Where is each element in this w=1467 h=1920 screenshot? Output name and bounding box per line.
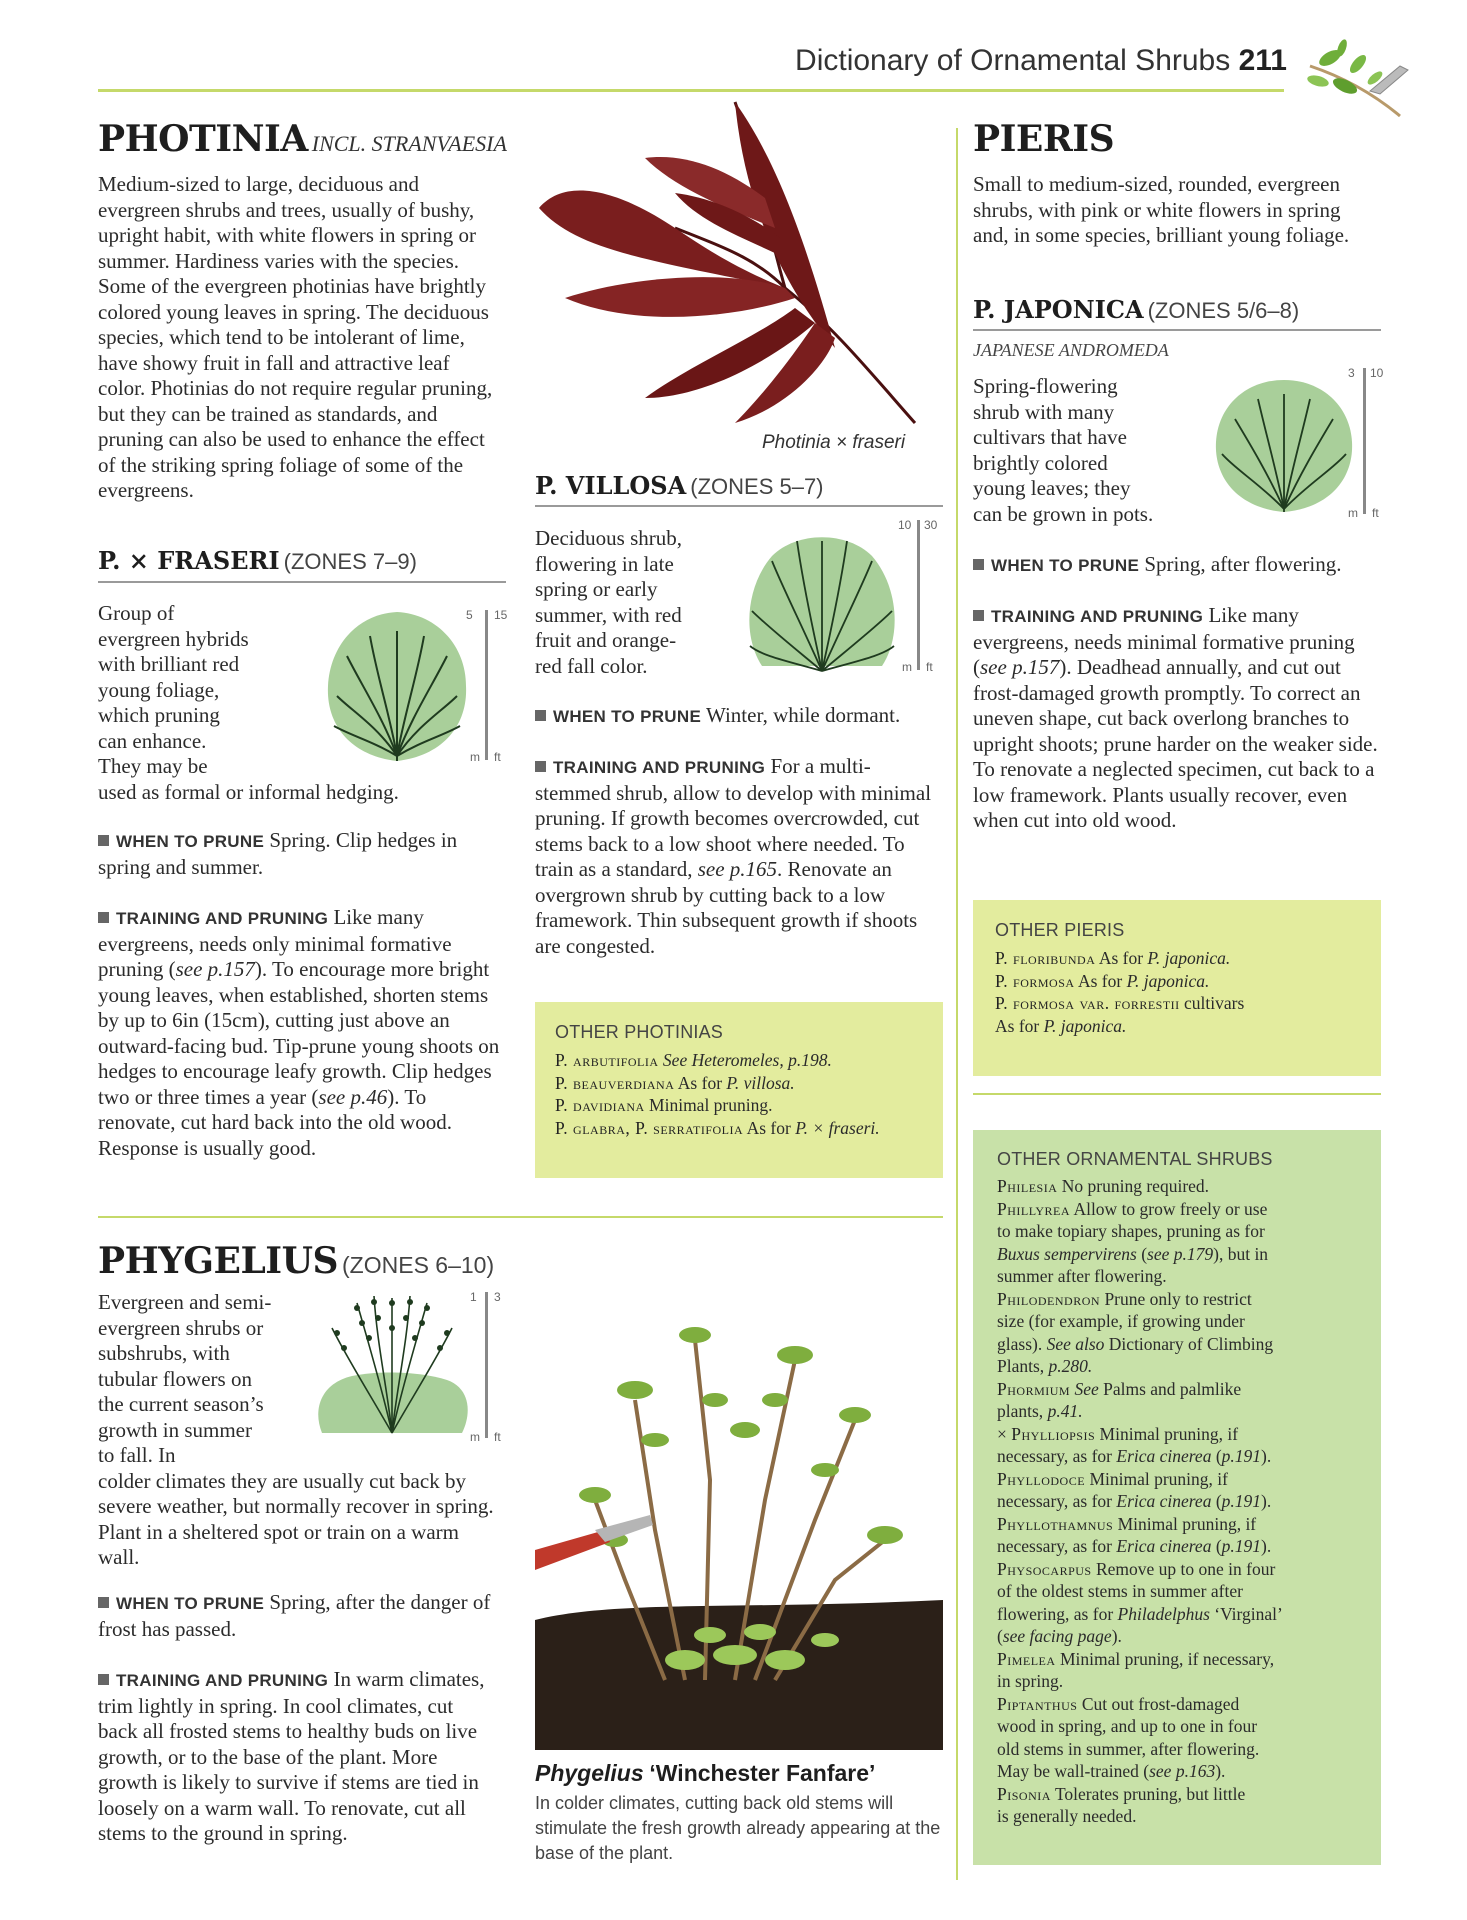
caption-cultivar: ‘Winchester Fanfare’ (649, 1760, 876, 1786)
phygelius-title: PHYGELIUS (98, 1240, 339, 1282)
list-item: P. formosa As for P. japonica. (995, 970, 1210, 991)
bullet-square-icon (98, 1674, 109, 1685)
ornamental-line: Piptanthus Cut out frost-damaged (997, 1693, 1240, 1714)
photinia-intro: Medium-sized to large, deciduous and evergreen shrubs and trees, usually of bushy, upright habit, with white flowers in spring or summer. Hardiness varies with the species. Some of the evergreen photinias have brightly colored young leaves in spring. The deciduous species, which tend to be intolerant of lime, have showy fruit in fall and attractive leaf color. Photinias do not require regular pruning, but they can be trained as standards, and pruning can also be used to enhance the effect of the striking spring foliage of some of the evergreens. (98, 172, 493, 502)
ornamental-line: flowering, as for Philadelphus ‘Virginal’ (997, 1603, 1283, 1624)
fraseri-when-to-prune (98, 828, 508, 880)
villosa-when-text: Winter, while dormant. (705, 703, 901, 727)
photinia-subtitle: INCL. STRANVAESIA (311, 131, 507, 156)
ornamental-line: Pimelea Minimal pruning, if necessary, (997, 1648, 1275, 1669)
phygelius-zones: (ZONES 6–10) (342, 1252, 495, 1278)
fraseri-title: P. × FRASERI (98, 546, 280, 575)
villosa-heading (535, 471, 824, 500)
villosa-when-to-prune (535, 703, 950, 730)
other-ornamental-shrubs-box (973, 1130, 1381, 1865)
japonica-title: P. JAPONICA (973, 295, 1144, 324)
ornamental-line: summer after flowering. (997, 1266, 1167, 1286)
fraseri-desc-line: They may be (98, 754, 208, 778)
ornamental-line: to make topiary shapes, pruning as for (997, 1221, 1265, 1241)
scale-ft-value: 3 (494, 1290, 501, 1304)
fraseri-height-scale (466, 608, 508, 764)
villosa-desc-line: flowering in late (535, 551, 674, 576)
ornamental-line: Buxus sempervirens (see p.179), but in (997, 1243, 1269, 1264)
japonica-desc-line: young leaves; they (973, 476, 1131, 500)
villosa-desc-line: spring or early (535, 577, 658, 601)
bullet-square-icon (973, 610, 984, 621)
phygelius-desc-line: tubular flowers on (98, 1366, 252, 1391)
scale-m-value: 1 (470, 1290, 477, 1304)
ornamental-line: Phormium See Palms and palmlike (997, 1378, 1242, 1399)
japonica-desc-line: cultivars that have (973, 425, 1127, 449)
when-to-prune-label: WHEN TO PRUNE (98, 1594, 264, 1613)
ornamental-line: necessary, as for Erica cinerea (p.191). (997, 1446, 1272, 1466)
ornamental-line: Plants, p.280. (997, 1356, 1093, 1376)
scale-bar (485, 1292, 488, 1438)
column-divider-right (956, 128, 958, 1880)
ornamental-line: wood in spring, and up to one in four (997, 1716, 1258, 1736)
list-item: P. davidiana Minimal pruning. (555, 1095, 773, 1115)
phygelius-photo-caption (535, 1760, 943, 1866)
other-pieris-box (973, 900, 1381, 1076)
scale-bar (1363, 368, 1366, 514)
ornamental-line: necessary, as for Erica cinerea (p.191). (997, 1491, 1272, 1511)
list-item: P. arbutifolia See Heteromeles, p.198. (555, 1050, 832, 1070)
training-label: TRAINING AND PRUNING (98, 909, 328, 928)
leaf-spray-photo (535, 98, 935, 428)
scale-m-value: 5 (466, 608, 473, 622)
ornamental-line: glass). See also Dictionary of Climbing (997, 1333, 1274, 1354)
fraseri-desc-line: which pruning (98, 703, 220, 727)
pieris-intro: Small to medium-sized, rounded, evergreen shrubs, with pink or white flowers in spring and, in some species, brilliant young foliage. (973, 172, 1350, 247)
ornamental-line: (see facing page). (997, 1626, 1122, 1646)
when-to-prune-label: WHEN TO PRUNE (98, 832, 264, 851)
list-item: P. floribunda As for P. japonica. (995, 948, 1231, 968)
scale-ft-value: 15 (494, 608, 508, 622)
japonica-common-name: JAPANESE ANDROMEDA (973, 340, 1169, 360)
ornamental-line: is generally needed. (997, 1806, 1137, 1826)
bullet-square-icon (535, 710, 546, 721)
ornamental-line: May be wall-trained (see p.163). (997, 1761, 1226, 1781)
list-item: P. glabra, P. serratifolia As for P. × fraseri. (555, 1117, 880, 1138)
fraseri-desc-line: young foliage, (98, 677, 220, 702)
scale-m-label: m (1348, 506, 1358, 520)
phygelius-desc-line: to fall. In (98, 1443, 176, 1467)
running-header (795, 44, 1287, 78)
ornamental-line: Phyllothamnus Minimal pruning, if (997, 1513, 1257, 1534)
ornamental-line: necessary, as for Erica cinerea (p.191). (997, 1536, 1272, 1556)
phygelius-desc-line: growth in summer (98, 1417, 252, 1442)
fraseri-desc-line: with brilliant red (98, 652, 240, 676)
pruning-shears-photo (535, 1280, 943, 1750)
japonica-desc-line: brightly colored (973, 450, 1108, 475)
villosa-desc-line: summer, with red (535, 602, 682, 627)
fraseri-training: TRAINING AND PRUNING Like many evergreens, needs only minimal formative pruning (see p.157). To encourage more bright young leaves, when established, shorten stems by up to 6in (15cm), cutting just above an outward-facing bud. Tip-prune young shoots on hedges to encourage leafy growth. Clip hedges two or three times a year (see p.46). To renovate, cut hard back into the old wood. Response is usually good. (98, 905, 500, 1160)
ornamental-line: Physocarpus Remove up to one in four (997, 1558, 1276, 1579)
ornamental-line: size (for example, if growing under (997, 1311, 1245, 1331)
phygelius-when-to-prune (98, 1590, 498, 1642)
japonica-heading (973, 295, 1299, 324)
villosa-training: TRAINING AND PRUNING For a multi-stemmed shrub, allow to develop with minimal pruning. If growth becomes overcrowded, cut stems back to a low shoot where needed. To train as a standard, see p.165. Renovate an overgrown shrub by cutting back to a low framework. Thin subsequent growth if shoots are congested. (535, 754, 932, 958)
scale-ft-value: 10 (1370, 366, 1384, 380)
japonica-desc-line: Spring-flowering (973, 374, 1118, 398)
other-pieris-list (995, 947, 1375, 1037)
page-reference: see p.165 (697, 857, 778, 881)
scale-ft-label: ft (494, 1430, 501, 1444)
page-number: 211 (1238, 44, 1287, 77)
scale-m-label: m (470, 1430, 480, 1444)
villosa-rule (535, 505, 943, 507)
fraseri-heading (98, 546, 417, 575)
bullet-square-icon (98, 912, 109, 923)
ornamental-line: × Phylliopsis Minimal pruning, if (997, 1423, 1239, 1444)
caption-text: In colder climates, cutting back old stems will stimulate the fresh growth already appearing at the base of the plant. (535, 1793, 941, 1863)
when-to-prune-label: WHEN TO PRUNE (535, 707, 701, 726)
shrub-silhouette-icon (322, 606, 472, 764)
when-to-prune-label: WHEN TO PRUNE (973, 556, 1139, 575)
japonica-when-text: Spring, after flowering. (1144, 552, 1342, 576)
japonica-height-scale (1344, 366, 1384, 524)
japonica-desc-line: can be grown in pots. (973, 501, 1154, 526)
phygelius-desc-line: evergreen shrubs or (98, 1315, 264, 1340)
fraseri-desc-line: can enhance. (98, 728, 207, 753)
scale-bar (917, 520, 920, 670)
section-divider-middle (98, 1216, 943, 1218)
other-photinias-box (535, 1002, 943, 1178)
header-title: Dictionary of Ornamental Shrubs (795, 44, 1231, 77)
bullet-square-icon (98, 1597, 109, 1608)
ornamental-line: Pisonia Tolerates pruning, but little (997, 1783, 1246, 1804)
photinia-photo-caption: Photinia × fraseri (762, 432, 906, 453)
phygelius-when-text: Spring, after the danger of frost has passed. (98, 1590, 491, 1641)
page-reference: see p.46 (318, 1084, 388, 1109)
phygelius-desc-rest: colder climates they are usually cut back by severe weather, but normally recover in spring. Plant in a sheltered spot or train on a warm wall. (98, 1468, 494, 1569)
scale-ft-label: ft (494, 750, 501, 764)
bullet-square-icon (973, 559, 984, 570)
shrub-silhouette-icon (312, 1288, 472, 1438)
japonica-desc-line: shrub with many (973, 399, 1115, 424)
scale-ft-value: 30 (924, 518, 938, 532)
ornamental-line: of the oldest stems in summer after (997, 1581, 1243, 1601)
villosa-height-scale (898, 518, 944, 676)
other-ornamental-list (997, 1175, 1377, 1828)
ornamental-line: old stems in summer, after flowering. (997, 1738, 1260, 1759)
scale-m-value: 3 (1348, 366, 1355, 380)
scale-ft-label: ft (1372, 506, 1379, 520)
photinia-title: PHOTINIA (98, 118, 308, 160)
fraseri-zones: (ZONES 7–9) (283, 549, 417, 574)
pieris-title: PIERIS (973, 118, 1115, 160)
list-item: As for P. japonica. (995, 1015, 1127, 1036)
fraseri-desc-line: used as formal or informal hedging. (98, 779, 399, 804)
training-label: TRAINING AND PRUNING (535, 758, 765, 777)
fraseri-rule (98, 581, 506, 583)
other-ornamental-title: OTHER ORNAMENTAL SHRUBS (997, 1149, 1273, 1169)
fraseri-when-text: Spring. Clip hedges in spring and summer. (98, 828, 458, 879)
phygelius-desc-line: subshrubs, with (98, 1341, 230, 1365)
villosa-zones: (ZONES 5–7) (690, 474, 824, 499)
other-photinias-title: OTHER PHOTINIAS (555, 1022, 724, 1042)
bullet-square-icon (98, 835, 109, 846)
page-reference: see p.157 (175, 957, 255, 981)
shrub-silhouette-icon (742, 526, 902, 674)
villosa-desc-line: red fall color. (535, 653, 648, 678)
list-item: P. beauverdiana As for P. villosa. (555, 1072, 795, 1093)
japonica-rule (973, 329, 1381, 331)
scale-ft-label: ft (926, 660, 933, 674)
japonica-training: TRAINING AND PRUNING Like many evergreens, needs minimal formative pruning (see p.157). Deadhead annually, and cut out frost-damaged growth promptly. To correct an uneven shape, cut back overlong branches to upright shoots; prune harder on the weaker side. To renovate a neglected specimen, cut back to a low framework. Plants usually recover, even when cut into old wood. (973, 603, 1378, 832)
scale-bar (485, 610, 488, 760)
villosa-description (535, 526, 755, 679)
ornamental-line: in spring. (997, 1671, 1064, 1691)
header-rule (98, 89, 1284, 92)
japonica-description (973, 374, 1213, 527)
photinia-heading (98, 118, 507, 160)
japonica-zones: (ZONES 5/6–8) (1147, 298, 1300, 323)
japonica-when-to-prune (973, 552, 1383, 579)
scale-m-label: m (470, 750, 480, 764)
villosa-desc-line: Deciduous shrub, (535, 526, 682, 550)
other-pieris-title: OTHER PIERIS (995, 920, 1125, 940)
training-label: TRAINING AND PRUNING (973, 607, 1203, 626)
phygelius-desc-line: the current season’s (98, 1392, 264, 1416)
page-reference: see p.157 (980, 655, 1060, 679)
fraseri-desc-line: Group of (98, 601, 175, 625)
training-label: TRAINING AND PRUNING (98, 1671, 328, 1690)
ornamental-line: plants, p.41. (997, 1401, 1083, 1421)
caption-genus: Phygelius (535, 1760, 644, 1786)
ornamental-line: Philodendron Prune only to restrict (997, 1288, 1252, 1309)
branch-logo-icon (1300, 36, 1415, 121)
phygelius-training: TRAINING AND PRUNING In warm climates, trim lightly in spring. In cool climates, cut back all frosted stems to healthy buds on live growth, or to the base of the plant. More growth is likely to survive if stems are tied in loosely on a warm wall. To renovate, cut all stems to the ground in spring. (98, 1667, 485, 1845)
ornamental-line: Phyllodoce Minimal pruning, if (997, 1468, 1228, 1489)
phygelius-heading (98, 1240, 494, 1282)
bullet-square-icon (535, 761, 546, 772)
ornamental-line: Philesia No pruning required. (997, 1176, 1210, 1196)
list-item: P. formosa var. forrestii cultivars (995, 993, 1245, 1013)
pieris-box-rule (973, 1093, 1381, 1095)
scale-m-label: m (902, 660, 912, 674)
other-photinias-list (555, 1049, 935, 1139)
phygelius-height-scale (466, 1290, 506, 1448)
phygelius-desc-line: Evergreen and semi- (98, 1290, 272, 1314)
ornamental-line: Phillyrea Allow to grow freely or use (997, 1198, 1268, 1219)
scale-m-value: 10 (898, 518, 912, 532)
shrub-silhouette-icon (1210, 374, 1358, 516)
fraseri-desc-line: evergreen hybrids (98, 626, 249, 651)
villosa-title: P. VILLOSA (535, 471, 687, 500)
villosa-desc-line: fruit and orange- (535, 628, 677, 652)
